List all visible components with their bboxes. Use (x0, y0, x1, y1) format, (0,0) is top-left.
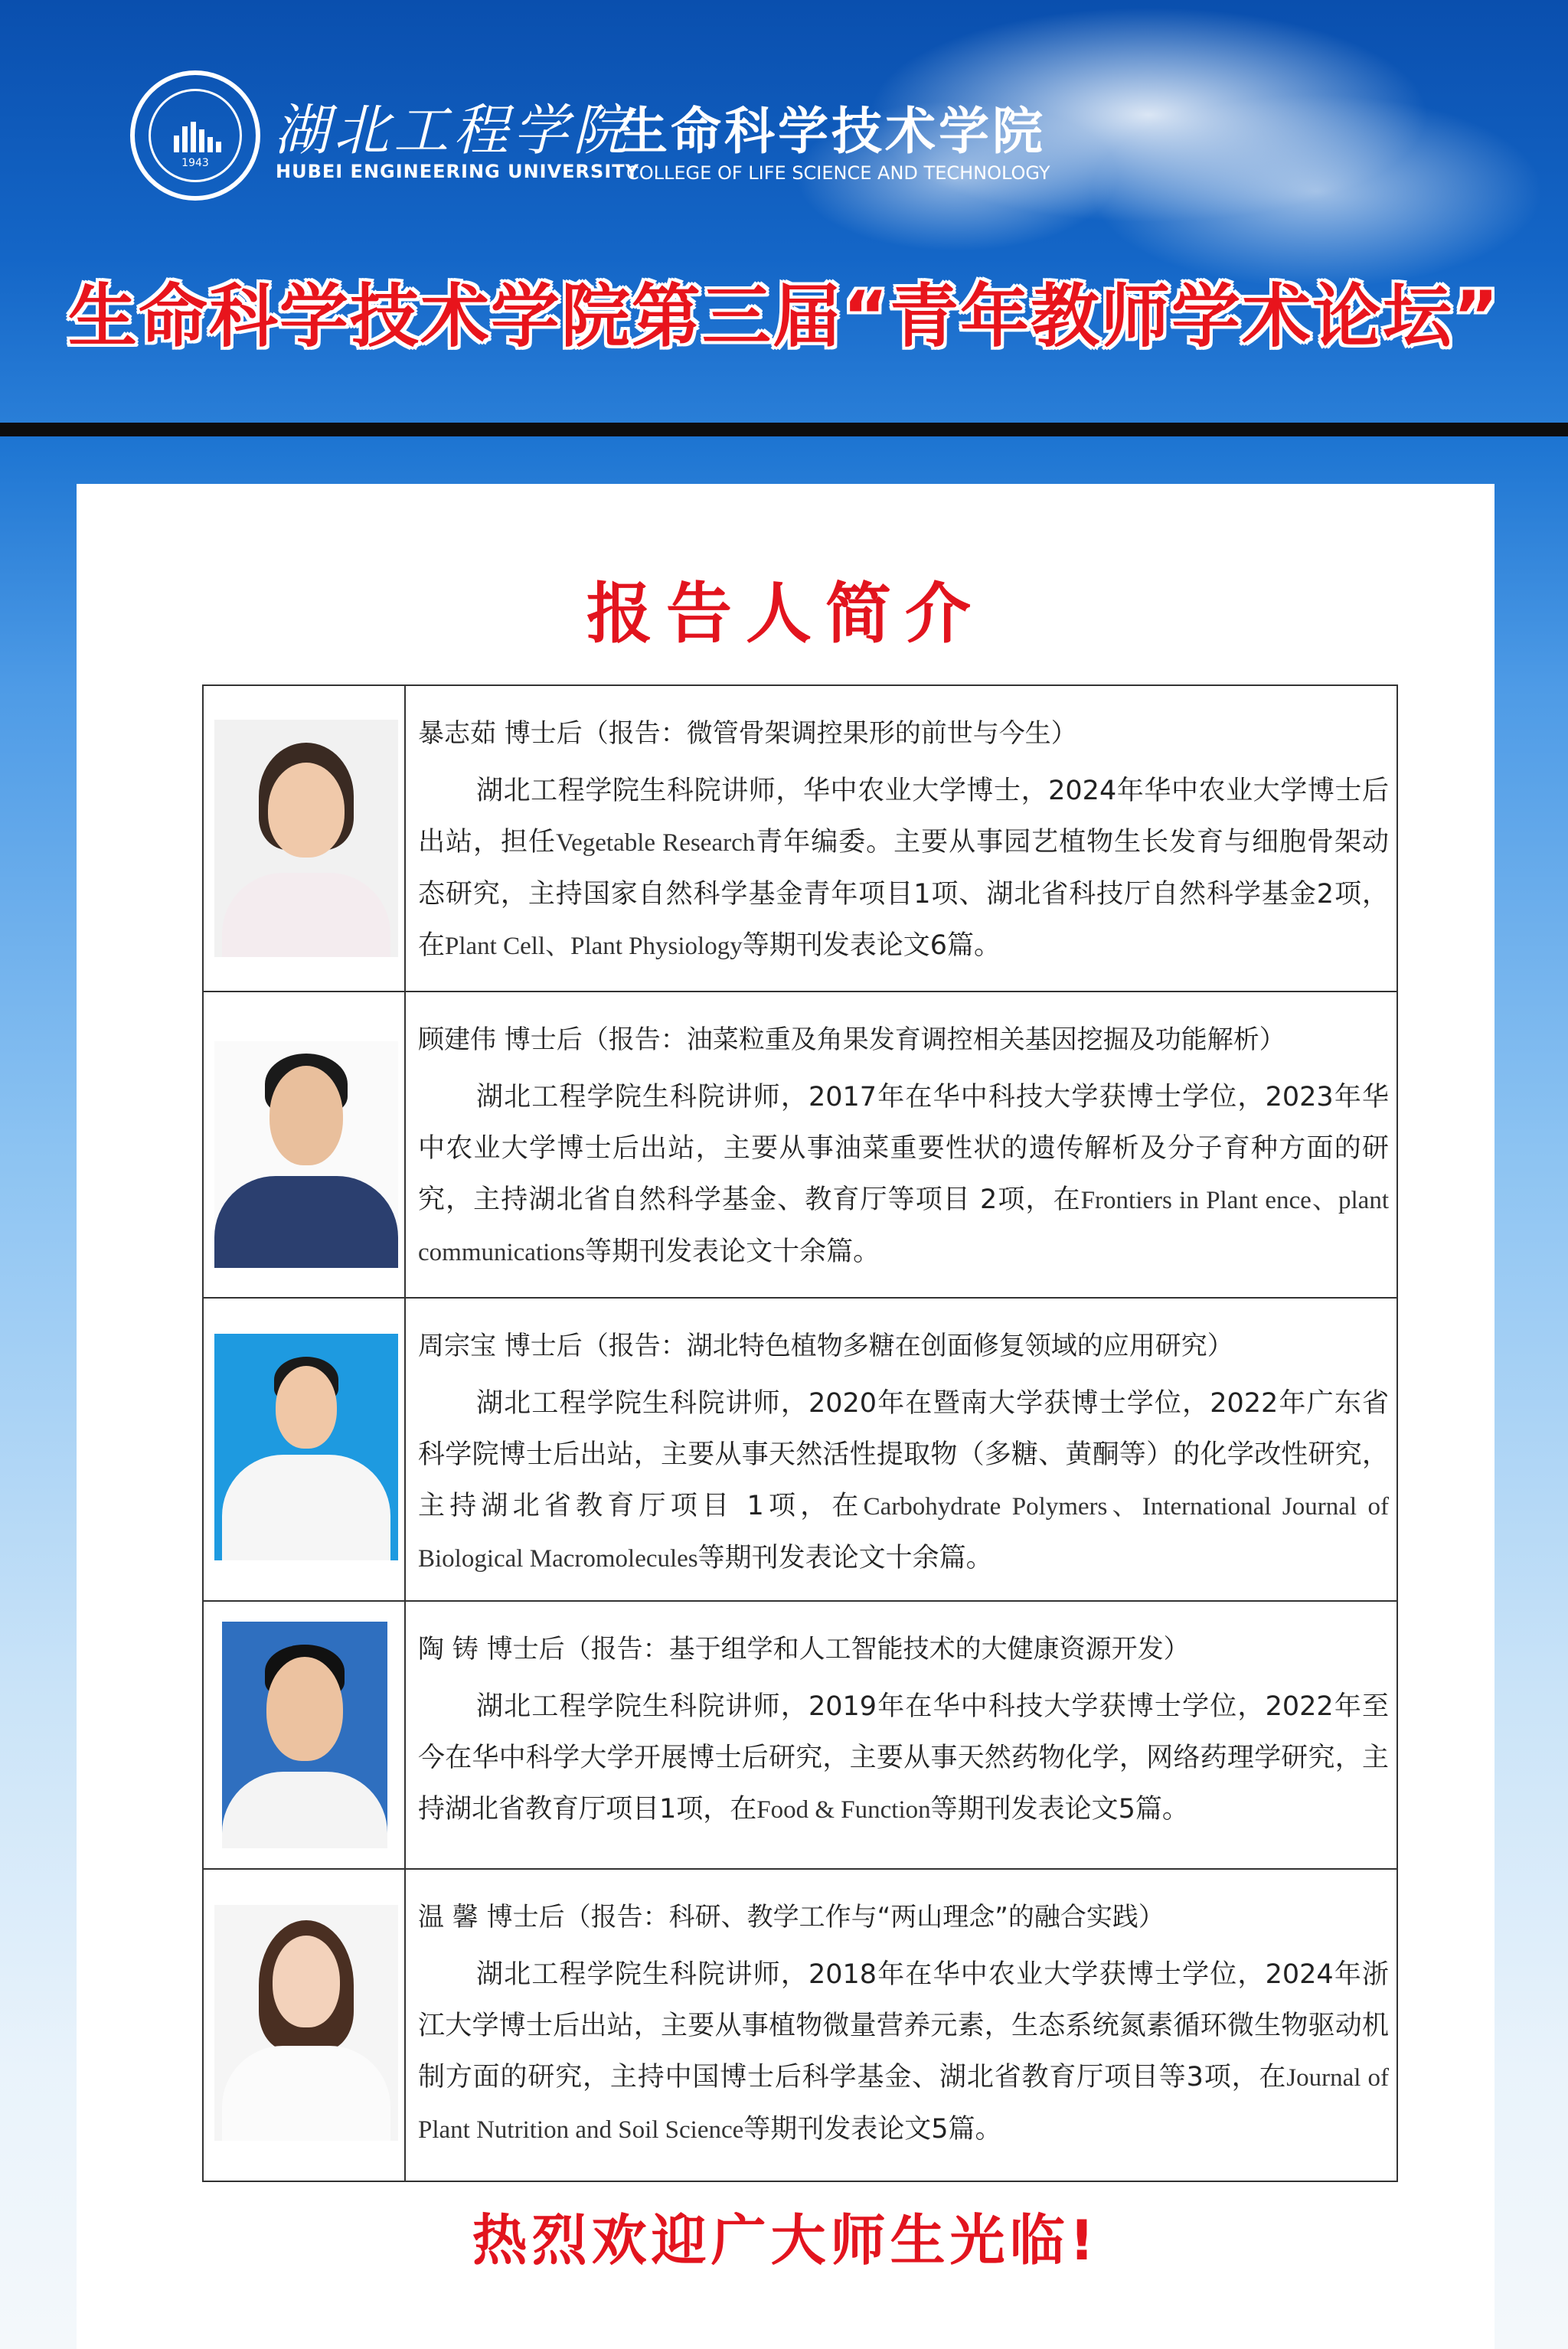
speaker-bio: 湖北工程学院生科院讲师，2019年在华中科技大学获博士学位，2022年至今在华中科学大学开展博士后研究，主要从事天然药物化学，网络药理学研究，主持湖北省教育厅项目1项，在Food & Function等期刊发表论文5篇。 (418, 1691, 1389, 1825)
speaker-row (204, 686, 1396, 992)
speaker-row (204, 1870, 1396, 2181)
college-name-en: COLLEGE OF LIFE SCIENCE AND TECHNOLOGY (626, 162, 1050, 184)
speaker-row (204, 1299, 1396, 1602)
photo-cell (204, 1299, 406, 1600)
speaker-photo (222, 1622, 387, 1848)
speaker-name-line: 顾建伟 博士后（报告：油菜粒重及角果发育调控相关基因挖掘及功能解析） (418, 1024, 1285, 1055)
speaker-name-line: 暴志茹 博士后（报告：微管骨架调控果形的前世与今生） (418, 718, 1077, 749)
speaker-photo (214, 1041, 398, 1268)
speaker-table (202, 684, 1398, 2182)
welcome-message: 热烈欢迎广大师生光临! (472, 2208, 1099, 2272)
speaker-bio: 湖北工程学院生科院讲师，2020年在暨南大学获博士学位，2022年广东省科学院博士后出站，主要从事天然活性提取物（多糖、黄酮等）的化学改性研究，主持湖北省教育厅项目 1项，在Carbohydrate Polymers、International Journal of Biological Macromolecules等期刊发表论文十余篇。 (418, 1388, 1389, 1573)
speaker-bio: 湖北工程学院生科院讲师，华中农业大学博士，2024年华中农业大学博士后出站，担任Vegetable Research青年编委。主要从事园艺植物生长发育与细胞骨架动态研究，主持国家自然科学基金青年项目1项、湖北省科技厅自然科学基金2项，在Plant Cell、Plant Physiology等期刊发表论文6篇。 (418, 776, 1389, 961)
content-panel (77, 484, 1494, 2349)
photo-cell (204, 1870, 406, 2181)
photo-cell (204, 686, 406, 991)
header-banner (0, 0, 1568, 429)
college-name-cn: 生命科学技术学院 (617, 102, 1046, 161)
speaker-row (204, 992, 1396, 1299)
seal-year: 1943 (181, 157, 209, 169)
speaker-bio: 湖北工程学院生科院讲师，2018年在华中农业大学获博士学位，2024年浙江大学博士后出站，主要从事植物微量营养元素，生态系统氮素循环微生物驱动机制方面的研究，主持中国博士后科学基金、湖北省教育厅项目等3项，在Journal of Plant Nutrition and Soil Science等期刊发表论文5篇。 (418, 1959, 1389, 2145)
university-name-en: HUBEI ENGINEERING UNIVERSITY (276, 161, 639, 182)
speaker-name-line: 温 馨 博士后（报告：科研、教学工作与“两山理念”的融合实践） (418, 1902, 1165, 1932)
speaker-name-line: 周宗宝 博士后（报告：湖北特色植物多糖在创面修复领域的应用研究） (418, 1331, 1233, 1361)
speaker-name-line: 陶 铸 博士后（报告：基于组学和人工智能技术的大健康资源开发） (418, 1634, 1190, 1665)
header-divider (0, 423, 1568, 436)
speaker-photo (214, 720, 398, 957)
speaker-photo (214, 1334, 398, 1560)
forum-title: 生命科学技术学院第三届“青年教师学术论坛” (67, 276, 1501, 357)
photo-cell (204, 992, 406, 1297)
section-title: 报告人简介 (586, 576, 985, 652)
speaker-photo (214, 1905, 398, 2141)
speaker-bio: 湖北工程学院生科院讲师，2017年在华中科技大学获博士学位，2023年华中农业大学博士后出站，主要从事油菜重要性状的遗传解析及分子育种方面的研究，主持湖北省自然科学基金、教育厅等项目 2项，在Frontiers in Plant ence、plant communications等期刊发表论文十余篇。 (418, 1082, 1389, 1267)
university-seal-icon (130, 70, 260, 201)
university-name-cn: 湖北工程学院 (274, 98, 633, 162)
speaker-row (204, 1602, 1396, 1870)
photo-cell (204, 1602, 406, 1868)
